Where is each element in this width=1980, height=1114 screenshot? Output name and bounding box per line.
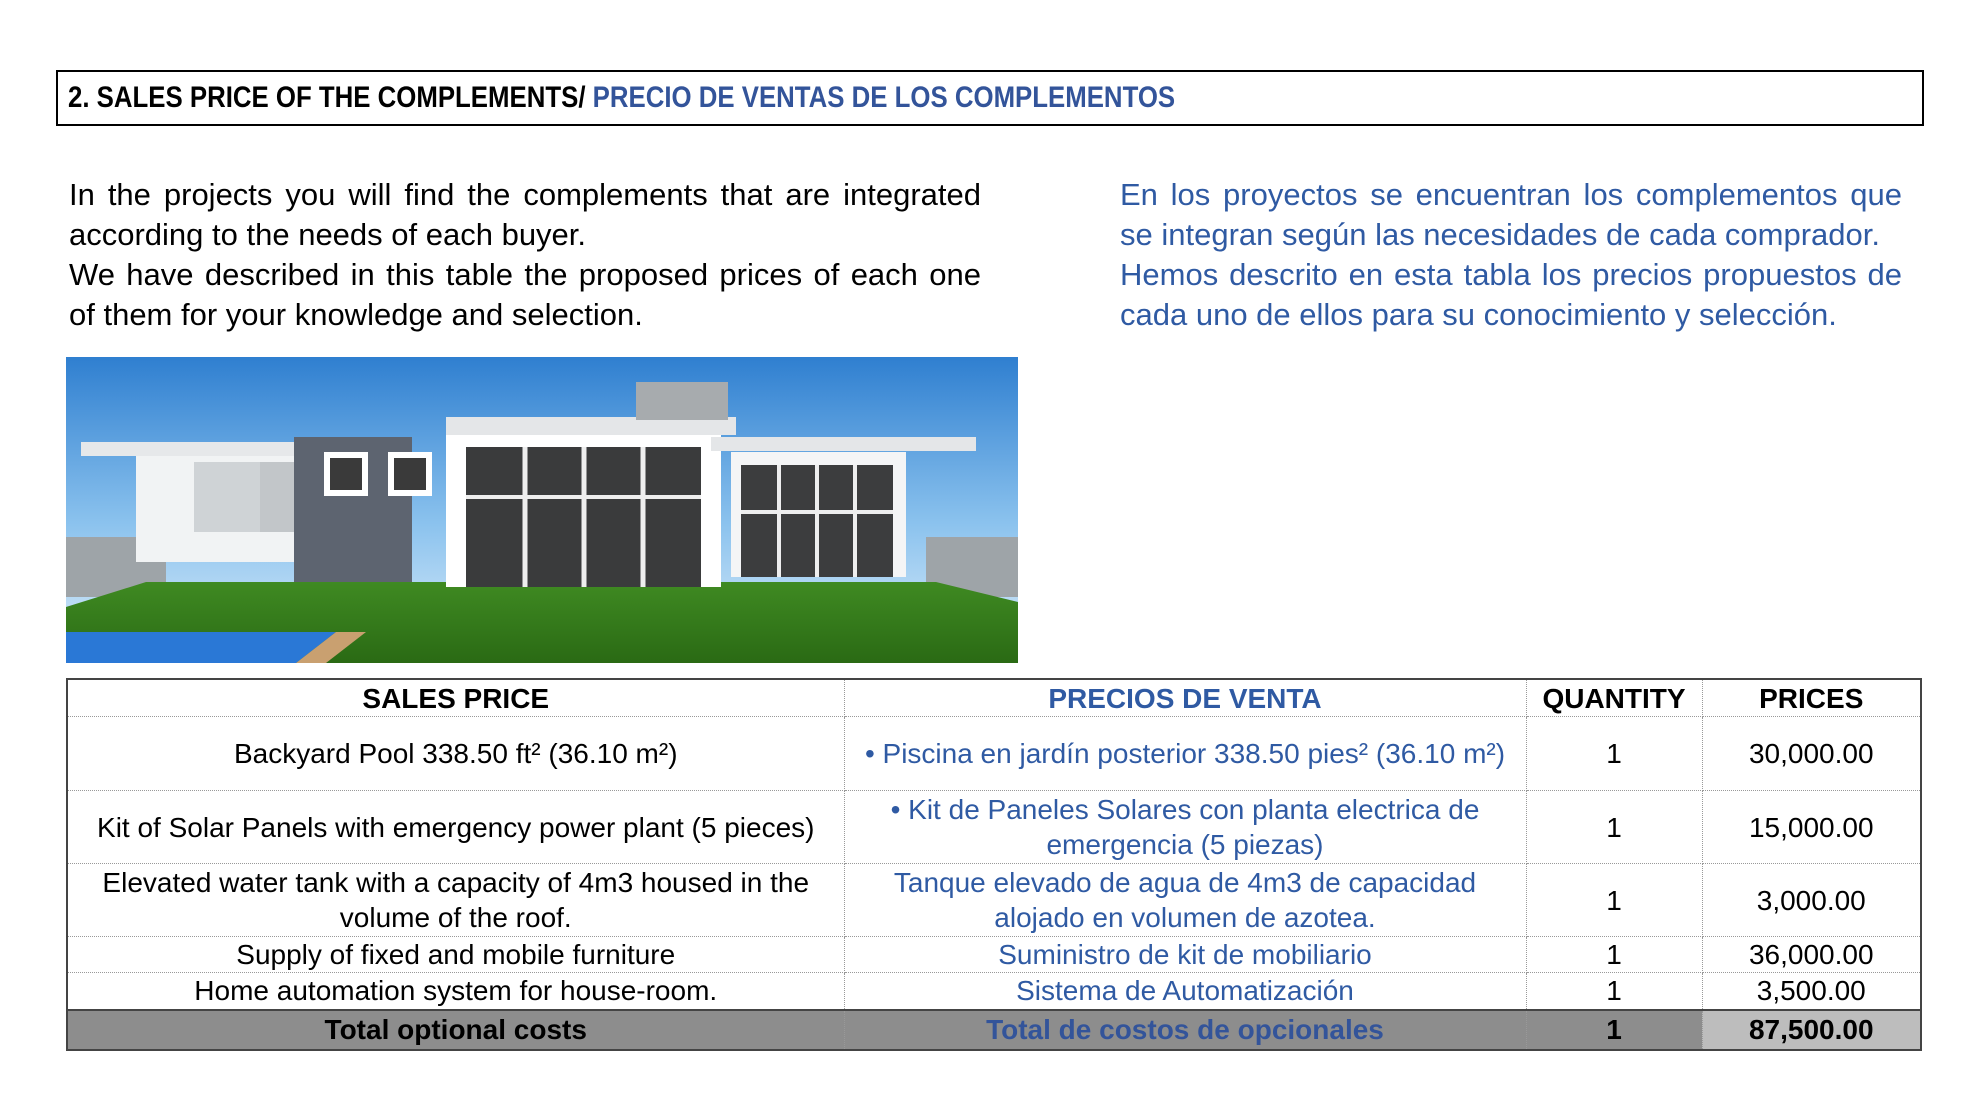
header-prices: PRICES — [1702, 679, 1921, 717]
table-row — [67, 973, 1921, 1010]
prices-table — [66, 678, 1922, 1051]
item-name-en: Kit of Solar Panels with emergency power plant (5 pieces) — [67, 790, 844, 864]
item-name-es: Tanque elevado de agua de 4m3 de capacidad alojado en volumen de azotea. — [844, 864, 1526, 937]
item-price: 30,000.00 — [1702, 717, 1921, 791]
total-quantity: 1 — [1526, 1010, 1702, 1050]
item-name-es: Suministro de kit de mobiliario — [844, 937, 1526, 973]
intro-spanish — [1120, 175, 1902, 335]
house-rendering-image — [66, 357, 1018, 663]
intro-es-paragraph-1: En los proyectos se encuentran los complementos que se integran según las necesidades de cada comprador. — [1120, 177, 1902, 252]
table-row — [67, 717, 1921, 791]
table-row — [67, 937, 1921, 973]
section-title-en: 2. SALES PRICE OF THE COMPLEMENTS/ — [68, 81, 586, 114]
item-price: 36,000.00 — [1702, 937, 1921, 973]
total-price: 87,500.00 — [1702, 1010, 1921, 1050]
item-name-en: Supply of fixed and mobile furniture — [67, 937, 844, 973]
item-quantity: 1 — [1526, 864, 1702, 937]
header-quantity: QUANTITY — [1526, 679, 1702, 717]
section-title-es: PRECIO DE VENTAS DE LOS COMPLEMENTOS — [585, 81, 1176, 114]
intro-en-paragraph-2: We have described in this table the proposed prices of each one of them for your knowledge and selection. — [69, 257, 981, 332]
item-name-es: Sistema de Automatización — [844, 973, 1526, 1010]
item-name-es: • Kit de Paneles Solares con planta electrica de emergencia (5 piezas) — [844, 790, 1526, 864]
intro-en-paragraph-1: In the projects you will find the complements that are integrated according to the needs of each buyer. — [69, 177, 981, 252]
item-quantity: 1 — [1526, 973, 1702, 1010]
intro-es-paragraph-2: Hemos descrito en esta tabla los precios propuestos de cada uno de ellos para su conocimiento y selección. — [1120, 257, 1902, 332]
item-name-en: Elevated water tank with a capacity of 4m3 housed in the volume of the roof. — [67, 864, 844, 937]
table-row — [67, 790, 1921, 864]
item-quantity: 1 — [1526, 790, 1702, 864]
section-header — [56, 70, 1924, 126]
total-row — [67, 1010, 1921, 1050]
item-name-es: • Piscina en jardín posterior 338.50 pies² (36.10 m²) — [844, 717, 1526, 791]
table-row — [67, 864, 1921, 937]
header-precios-de-venta: PRECIOS DE VENTA — [844, 679, 1526, 717]
header-sales-price: SALES PRICE — [67, 679, 844, 717]
item-price: 15,000.00 — [1702, 790, 1921, 864]
item-name-en: Home automation system for house-room. — [67, 973, 844, 1010]
item-price: 3,500.00 — [1702, 973, 1921, 1010]
total-label-es: Total de costos de opcionales — [844, 1010, 1526, 1050]
item-price: 3,000.00 — [1702, 864, 1921, 937]
intro-english — [69, 175, 981, 335]
item-name-en: Backyard Pool 338.50 ft² (36.10 m²) — [67, 717, 844, 791]
total-label-en: Total optional costs — [67, 1010, 844, 1050]
table-header-row — [67, 679, 1921, 717]
item-quantity: 1 — [1526, 717, 1702, 791]
item-quantity: 1 — [1526, 937, 1702, 973]
